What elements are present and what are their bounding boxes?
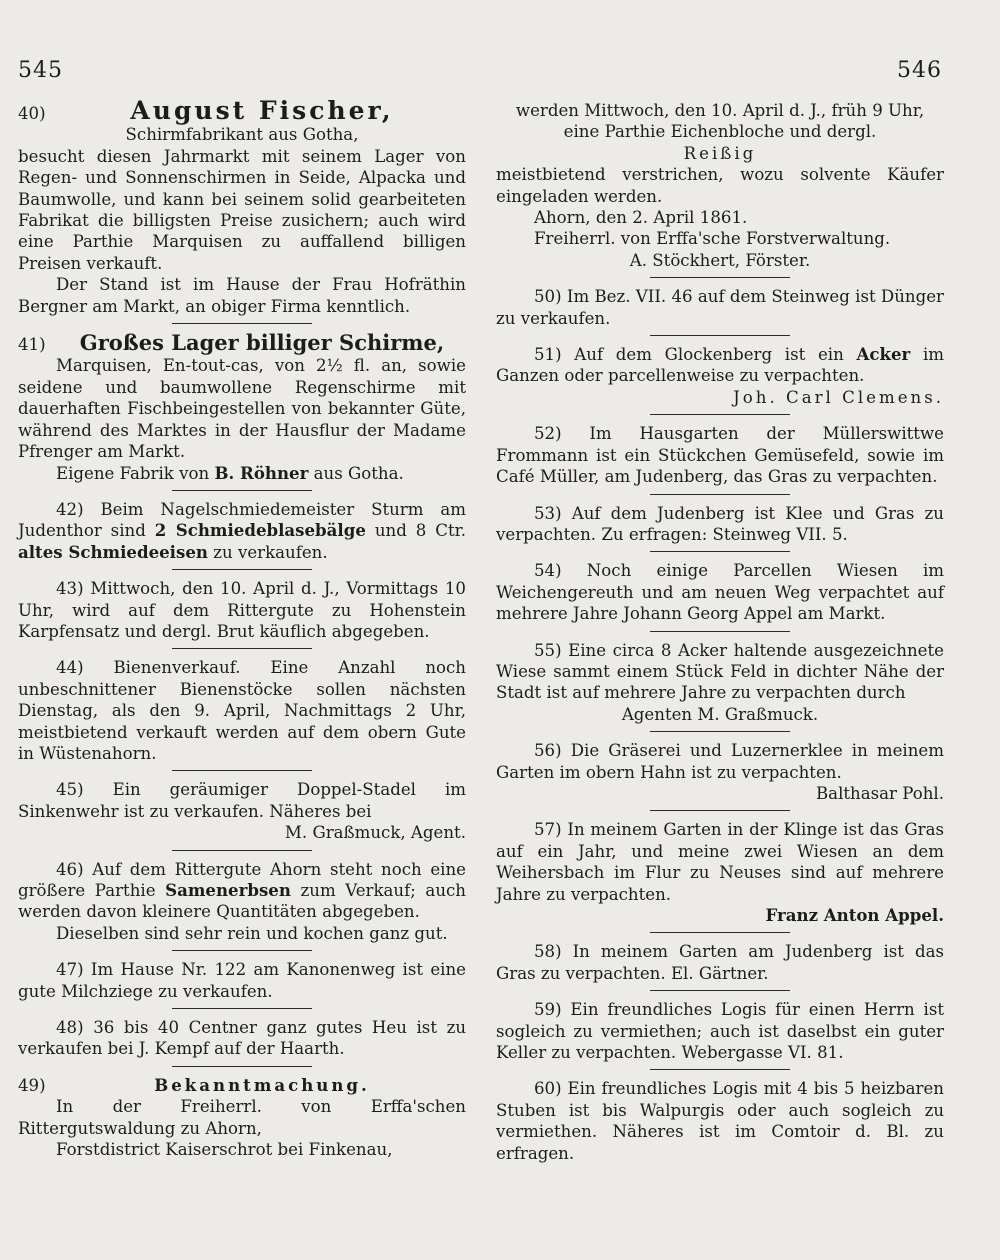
ad-footer: Eigene Fabrik von B. Röhner aus Gotha.: [56, 462, 404, 483]
ad-body: Dieselben sind sehr rein und kochen ganz gut.: [56, 923, 448, 943]
ad-number: 55): [534, 640, 562, 660]
ad-number: 47): [56, 960, 84, 980]
left-column: [18, 96, 467, 1165]
ad-body: 60) Ein freundliches Logis mit 4 bis 5 heizbaren Stuben ist bis Walpurgis oder auch sogleich zu vermiethen. Näheres ist im Comtoir d. Bl. zu erfragen.: [496, 1079, 944, 1163]
ad-44: [18, 657, 466, 764]
ad-number: 53): [534, 503, 562, 523]
ad-body: 53) Auf dem Judenberg ist Klee und Gras zu verpachten. Zu erfragen: Steinweg VII. 5.: [496, 503, 944, 544]
divider: [650, 631, 790, 632]
ad-signature: Freiherrl. von Erffa'sche Forstverwaltung.: [534, 229, 891, 249]
ad-signature: Agenten M. Graßmuck.: [621, 704, 819, 724]
ad-number: 52): [534, 424, 562, 444]
divider: [172, 850, 312, 851]
ad-48: [18, 1017, 466, 1060]
ad-number: 60): [534, 1079, 562, 1099]
ad-body: 54) Noch einige Parcellen Wiesen im Weichengereuth und am neuen Weg verpachtet auf mehrere Jahre Johann Georg Appel am Markt.: [496, 561, 944, 624]
divider: [172, 490, 312, 491]
ad-number: 54): [534, 561, 562, 581]
ad-57: [496, 819, 944, 926]
ad-signature: Balthasar Pohl.: [815, 783, 944, 803]
ad-number: 48): [56, 1018, 84, 1038]
divider: [172, 323, 312, 324]
ad-51: [496, 344, 944, 408]
ad-45: [18, 779, 466, 843]
ad-53: [496, 503, 944, 546]
ad-body: 51) Auf dem Glockenberg ist ein Acker im Ganzen oder parcellenweise zu verpachten.: [496, 344, 944, 386]
right-column: [496, 100, 944, 1169]
ad-body: In der Freiherrl. von Erffa'schen Rittergutswaldung zu Ahorn,: [18, 1097, 466, 1138]
ad-headline: Großes Lager billiger Schirme,: [79, 330, 445, 356]
divider: [172, 569, 312, 570]
ad-signature: El. Gärtner.: [670, 963, 769, 983]
ad-body: 45) Ein geräumiger Doppel-Stadel im Sinkenwehr ist zu verkaufen. Näheres bei: [18, 780, 466, 821]
ad-number: 58): [534, 942, 562, 962]
ad-body: 42) Beim Nagelschmiedemeister Sturm am Judenthor sind 2 Schmiedeblasebälge und 8 Ctr. altes Schmiedeeisen zu verkaufen.: [18, 499, 467, 562]
divider: [650, 551, 790, 552]
page-number-right: 546: [897, 58, 942, 83]
divider: [650, 932, 790, 933]
ad-signature: A. Stöckhert, Förster.: [629, 250, 811, 270]
ad-body: 47) Im Hause Nr. 122 am Kanonenweg ist eine gute Milchziege zu verkaufen.: [18, 960, 466, 1001]
ad-49: [18, 1075, 466, 1161]
ad-body: 43) Mittwoch, den 10. April d. J., Vormittags 10 Uhr, wird auf dem Rittergute zu Hohenstein Karpfensatz und dergl. Brut käuflich abgegeben.: [18, 579, 466, 641]
divider: [172, 770, 312, 771]
ad-headline: Bekanntmachung.: [154, 1074, 370, 1095]
ad-company-name: August Fischer,: [130, 96, 394, 125]
divider: [172, 950, 312, 951]
ad-body: 50) Im Bez. VII. 46 auf dem Steinweg ist Dünger zu verkaufen.: [496, 287, 944, 328]
ad-number: 45): [56, 780, 84, 800]
ad-60: [496, 1078, 944, 1164]
ad-body: 44) Bienenverkauf. Eine Anzahl noch unbeschnittener Bienenstöcke sollen nächsten Dienstag, als den 9. April, Nachmittags 2 Uhr, meistbietend verkauft werden auf dem obern Gute in Wüstenahorn.: [18, 658, 466, 763]
ad-number: 46): [56, 859, 84, 879]
ad-body: 56) Die Gräserei und Luzernerklee in meinem Garten im obern Hahn ist zu verpachten.: [496, 741, 944, 782]
ad-number: 44): [56, 658, 84, 678]
divider: [650, 731, 790, 732]
ad-55: [496, 640, 944, 726]
ad-58: [496, 941, 944, 984]
divider: [172, 1008, 312, 1009]
ad-body: 59) Ein freundliches Logis für einen Herrn ist sogleich zu vermiethen; auch ist daselbst ein guter Keller zu verpachten. Webergasse VI. 81.: [496, 1000, 945, 1063]
divider: [650, 335, 790, 336]
ad-number: 41): [18, 335, 46, 355]
ad-59: [496, 999, 944, 1063]
ad-body: 58) In meinem Garten am Judenberg ist das Gras zu verpachten. El. Gärtner.: [496, 942, 944, 983]
divider: [650, 277, 790, 278]
ad-number: 40): [18, 104, 46, 123]
divider: [650, 990, 790, 991]
ad-signature: M. Graßmuck, Agent.: [284, 823, 466, 843]
ad-number: 42): [56, 499, 84, 519]
ad-number: 59): [534, 1000, 562, 1020]
ad-47: [18, 959, 466, 1002]
ad-body: besucht diesen Jahrmarkt mit seinem Lager von Regen- und Sonnenschirmen in Seide, Alpacka und Baumwolle, und kann bei seinem solid gearbeiteten Fabrikat die billigsten Preise zusichern; auch wird eine Parthie Marquisen zu auffallend billigen Preisen verkauft.: [18, 146, 466, 273]
ad-52: [496, 423, 944, 487]
ad-body: Der Stand ist im Hause der Frau Hofräthin Bergner am Markt, an obiger Firma kenntlich.: [18, 275, 466, 316]
ad-50: [496, 286, 944, 329]
ad-46: [18, 859, 466, 945]
ad-number: 43): [56, 579, 84, 599]
divider: [650, 494, 790, 495]
ad-41: [18, 332, 466, 484]
ad-date: Ahorn, den 2. April 1861.: [534, 208, 748, 228]
ad-body: Forstdistrict Kaiserschrot bei Finkenau,: [56, 1140, 393, 1160]
ad-signature: Franz Anton Appel.: [765, 905, 944, 925]
ad-body: 48) 36 bis 40 Centner ganz gutes Heu ist zu verkaufen bei J. Kempf auf der Haarth.: [18, 1018, 467, 1059]
ad-56: [496, 740, 944, 804]
ad-number: 50): [534, 287, 562, 307]
ad-42: [18, 499, 466, 563]
ad-subtitle: Schirmfabrikant aus Gotha,: [125, 125, 359, 145]
ad-40: [18, 96, 466, 317]
ad-43: [18, 578, 466, 642]
ad-number: 51): [534, 345, 562, 365]
ad-signature: Joh. Carl Clemens.: [733, 387, 944, 407]
divider: [650, 810, 790, 811]
ad-body: Marquisen, En-tout-cas, von 2½ fl. an, sowie seidene und baumwollene Regenschirme mit dauerhaften Fischbeingestellen von bekannter Güte, während des Marktes in der Hausflur der Madame Pfrenger am Markt.: [18, 356, 466, 462]
ad-49-continued: werden Mittwoch, den 10. April d. J., früh 9 Uhr, eine Parthie Eichenbloche und dergl. Reißig meistbietend verstrichen, wozu solvente Käufer eingeladen werden. Ahorn, den 2. April 1861. Freiherrl. von Erffa'sche Forstverwaltung. A. Stöckhert, Förster.: [496, 101, 944, 270]
ad-body: 57) In meinem Garten in der Klinge ist das Gras auf ein Jahr, und meine zwei Wiesen an dem Weihersbach im Flur zu Neuses sind auf mehrere Jahre zu verpachten.: [496, 820, 944, 904]
ad-firm-name: B. Röhner: [214, 462, 309, 483]
ad-body: 55) Eine circa 8 Acker haltende ausgezeichnete Wiese sammt einem Stück Feld in dichter Nähe der Stadt ist auf mehrere Jahre zu verpachten durch: [496, 640, 944, 703]
ad-body: 46) Auf dem Rittergute Ahorn steht noch eine größere Parthie Samenerbsen zum Verkauf; auch werden davon kleinere Quantitäten abgegeben.: [18, 859, 466, 922]
page-number-left: 545: [18, 58, 63, 83]
ad-number: 49): [18, 1075, 46, 1095]
divider: [172, 1066, 312, 1067]
ad-54: [496, 560, 944, 624]
divider: [650, 414, 790, 415]
divider: [172, 648, 312, 649]
divider: [650, 1069, 790, 1070]
ad-body: 52) Im Hausgarten der Müllerswittwe Frommann ist ein Stückchen Gemüsefeld, sowie im Café Müller, am Judenberg, das Gras zu verpachten.: [496, 424, 944, 487]
ad-number: 57): [534, 820, 562, 840]
ad-number: 56): [534, 741, 562, 761]
